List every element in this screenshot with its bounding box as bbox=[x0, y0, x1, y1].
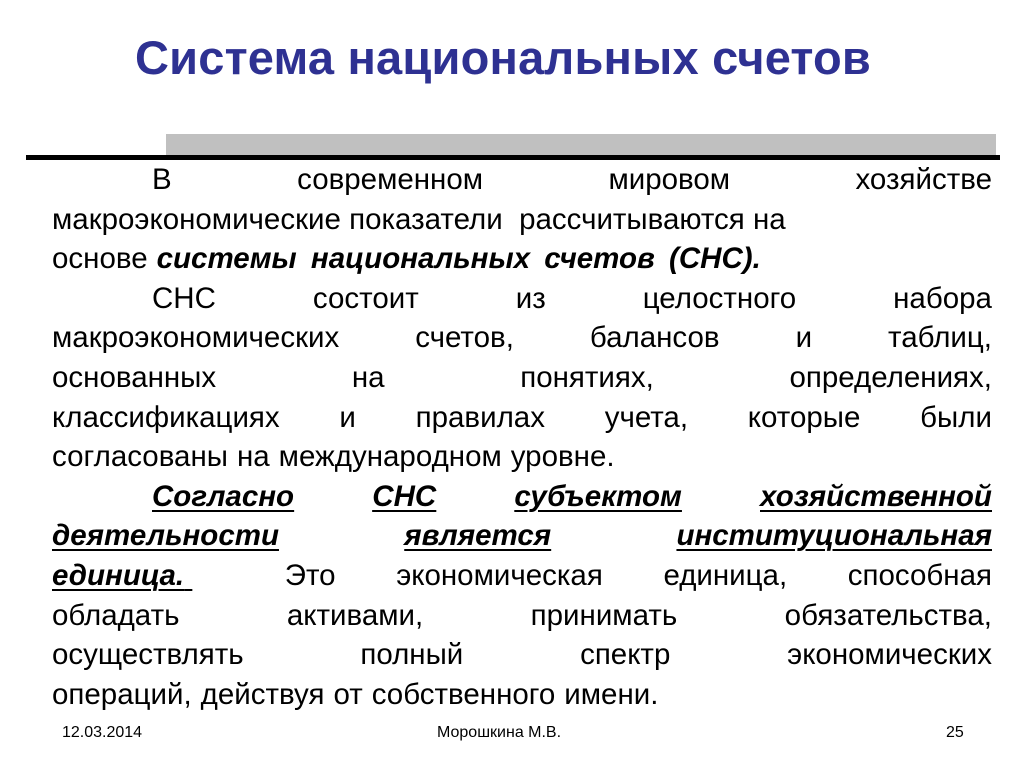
word: понятиях, bbox=[520, 360, 654, 394]
word: субъектом bbox=[514, 479, 682, 513]
word: экономическая bbox=[396, 558, 603, 592]
word: из bbox=[515, 281, 546, 315]
word: собственного bbox=[371, 677, 556, 711]
word: хозяйстве bbox=[855, 163, 992, 196]
body-line bbox=[52, 318, 992, 358]
body-line bbox=[52, 477, 992, 517]
unit-term: единица. bbox=[52, 558, 185, 592]
footer-date: 12.03.2014 bbox=[62, 724, 143, 741]
word: институциональная bbox=[676, 519, 992, 553]
page-number: 25 bbox=[946, 724, 964, 741]
word: уровне. bbox=[510, 440, 615, 474]
word: макроэкономических bbox=[52, 321, 340, 355]
body-line bbox=[52, 160, 992, 200]
body-line bbox=[52, 596, 992, 636]
word: рассчитываются bbox=[519, 202, 745, 236]
sns-term: системы национальных счетов (СНС). bbox=[156, 242, 761, 276]
word: имени. bbox=[564, 677, 659, 711]
word: Это bbox=[284, 558, 336, 592]
body-line bbox=[52, 516, 992, 556]
word: счетов, bbox=[415, 321, 514, 355]
word: макроэкономические bbox=[52, 202, 341, 236]
footer-author: Морошкина М.В. bbox=[437, 724, 562, 741]
word: набора bbox=[893, 281, 992, 315]
word: международном bbox=[278, 440, 502, 474]
body-line bbox=[52, 635, 992, 675]
word: правилах bbox=[415, 400, 545, 434]
word: мировом bbox=[608, 163, 731, 196]
word: на bbox=[752, 202, 786, 236]
word: СНС bbox=[372, 479, 437, 513]
body-line bbox=[52, 200, 992, 240]
word: полный bbox=[360, 638, 464, 672]
slide-body bbox=[52, 160, 992, 714]
word: балансов bbox=[589, 321, 720, 355]
word: таблиц, bbox=[888, 321, 992, 355]
word: Согласно bbox=[152, 479, 295, 513]
body-line bbox=[52, 279, 992, 319]
word: способная bbox=[847, 558, 992, 592]
word: является bbox=[404, 519, 552, 553]
word: обладать bbox=[52, 598, 180, 632]
word: обязательства, bbox=[784, 598, 992, 632]
underline-gap bbox=[184, 556, 224, 596]
word: осуществлять bbox=[52, 638, 244, 672]
word: целостного bbox=[642, 281, 797, 315]
word: В bbox=[152, 163, 172, 196]
word: принимать bbox=[530, 598, 678, 632]
word: операций, bbox=[52, 677, 192, 711]
word: СНС bbox=[152, 281, 216, 315]
word: классификациях bbox=[52, 400, 280, 434]
word: определениях, bbox=[789, 360, 992, 394]
word: активами, bbox=[286, 598, 424, 632]
word: на bbox=[351, 360, 385, 394]
slide-title: Система национальных счетов bbox=[135, 31, 872, 84]
word: спектр bbox=[580, 638, 671, 672]
word: от bbox=[333, 677, 363, 711]
word: основанных bbox=[52, 360, 217, 394]
body-line bbox=[52, 239, 992, 279]
word: согласованы bbox=[52, 440, 228, 474]
word: состоит bbox=[312, 281, 419, 315]
word: показатели bbox=[349, 202, 503, 236]
body-line bbox=[52, 398, 992, 438]
word: учета, bbox=[604, 400, 689, 434]
word: экономических bbox=[787, 638, 992, 672]
body-line bbox=[52, 358, 992, 398]
word: были bbox=[920, 400, 992, 434]
word: основе bbox=[52, 242, 148, 276]
word: и bbox=[339, 400, 356, 434]
body-line bbox=[52, 556, 992, 596]
word: и bbox=[795, 321, 813, 355]
body-line bbox=[52, 675, 992, 715]
word: современном bbox=[297, 163, 484, 196]
word: на bbox=[236, 440, 270, 474]
word: которые bbox=[747, 400, 861, 434]
word: единица, bbox=[663, 558, 788, 592]
word: хозяйственной bbox=[760, 479, 992, 513]
body-line bbox=[52, 437, 992, 477]
word: действуя bbox=[200, 677, 325, 711]
word: деятельности bbox=[52, 519, 279, 553]
